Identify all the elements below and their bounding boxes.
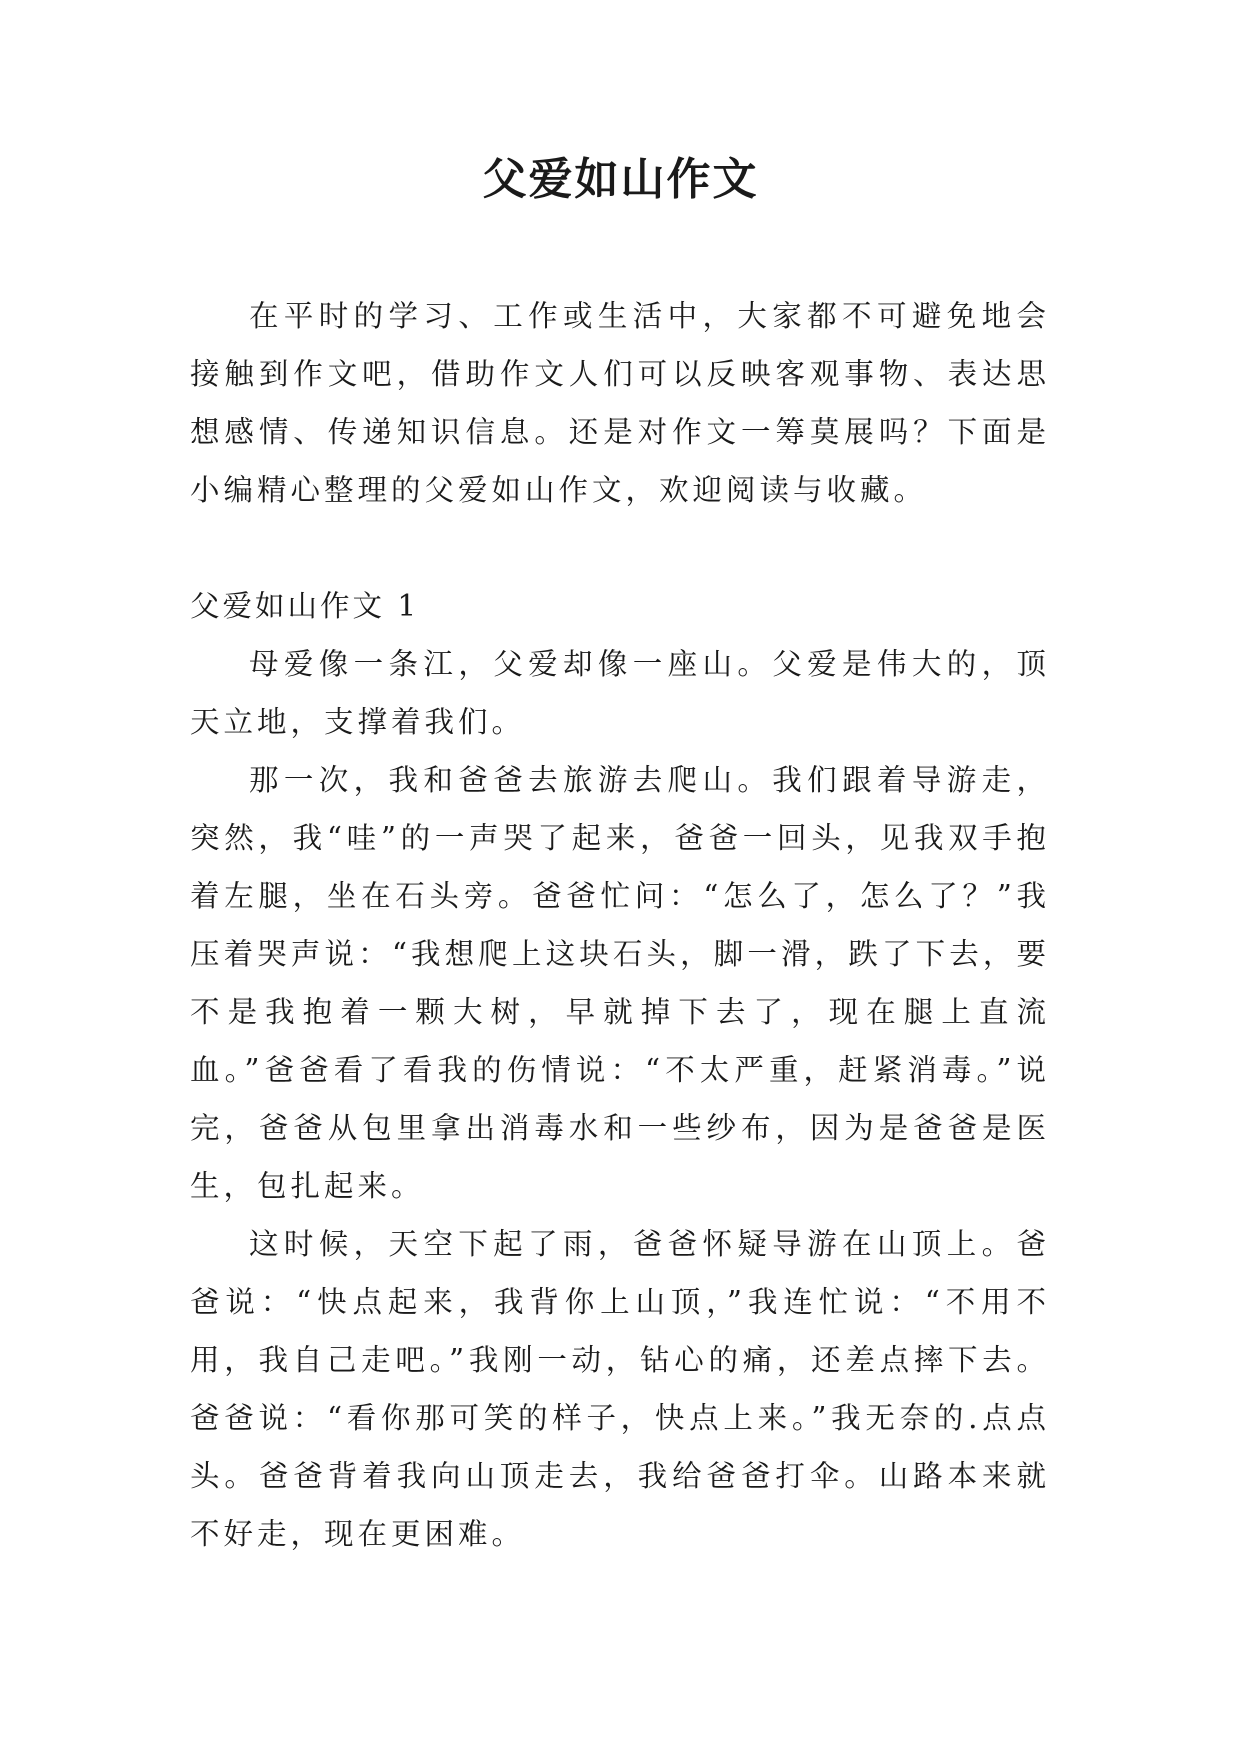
page-title: 父爱如山作文 xyxy=(482,154,759,205)
intro-paragraph: 在平时的学习、工作或生活中，大家都不可避免地会接触到作文吧，借助作文人们可以反映客观事物、表达思想感情、传递知识信息。还是对作文一筹莫展吗？下面是小编精心整理的父爱如山作文，欢迎阅读与收藏。 xyxy=(190,299,1050,507)
section-heading: 父爱如山作文 1 xyxy=(190,589,420,623)
body-paragraph-2: 那一次，我和爸爸去旅游去爬山。我们跟着导游走，突然，我“哇”的一声哭了起来，爸爸一回头，见我双手抱着左腿，坐在石头旁。爸爸忙问：“怎么了，怎么了？”我压着哭声说：“我想爬上这块石头，脚一滑，跌了下去，要不是我抱着一颗大树，早就掉下去了，现在腿上直流血。”爸爸看了看我的伤情说：“不太严重，赶紧消毒。”说完，爸爸从包里拿出消毒水和一些纱布，因为是爸爸是医生，包扎起来。 xyxy=(190,763,1050,1203)
body-paragraph-1: 母爱像一条江，父爱却像一座山。父爱是伟大的，顶天立地，支撑着我们。 xyxy=(190,647,1050,739)
body-paragraph-3: 这时候，天空下起了雨，爸爸怀疑导游在山顶上。爸爸说：“快点起来，我背你上山顶，”我连忙说：“不用不用，我自己走吧。”我刚一动，钻心的痛，还差点摔下去。爸爸说：“看你那可笑的样子，快点上来。”我无奈的.点点头。爸爸背着我向山顶走去，我给爸爸打伞。山路本来就不好走，现在更困难。 xyxy=(190,1227,1050,1551)
document-body xyxy=(190,287,1050,1563)
